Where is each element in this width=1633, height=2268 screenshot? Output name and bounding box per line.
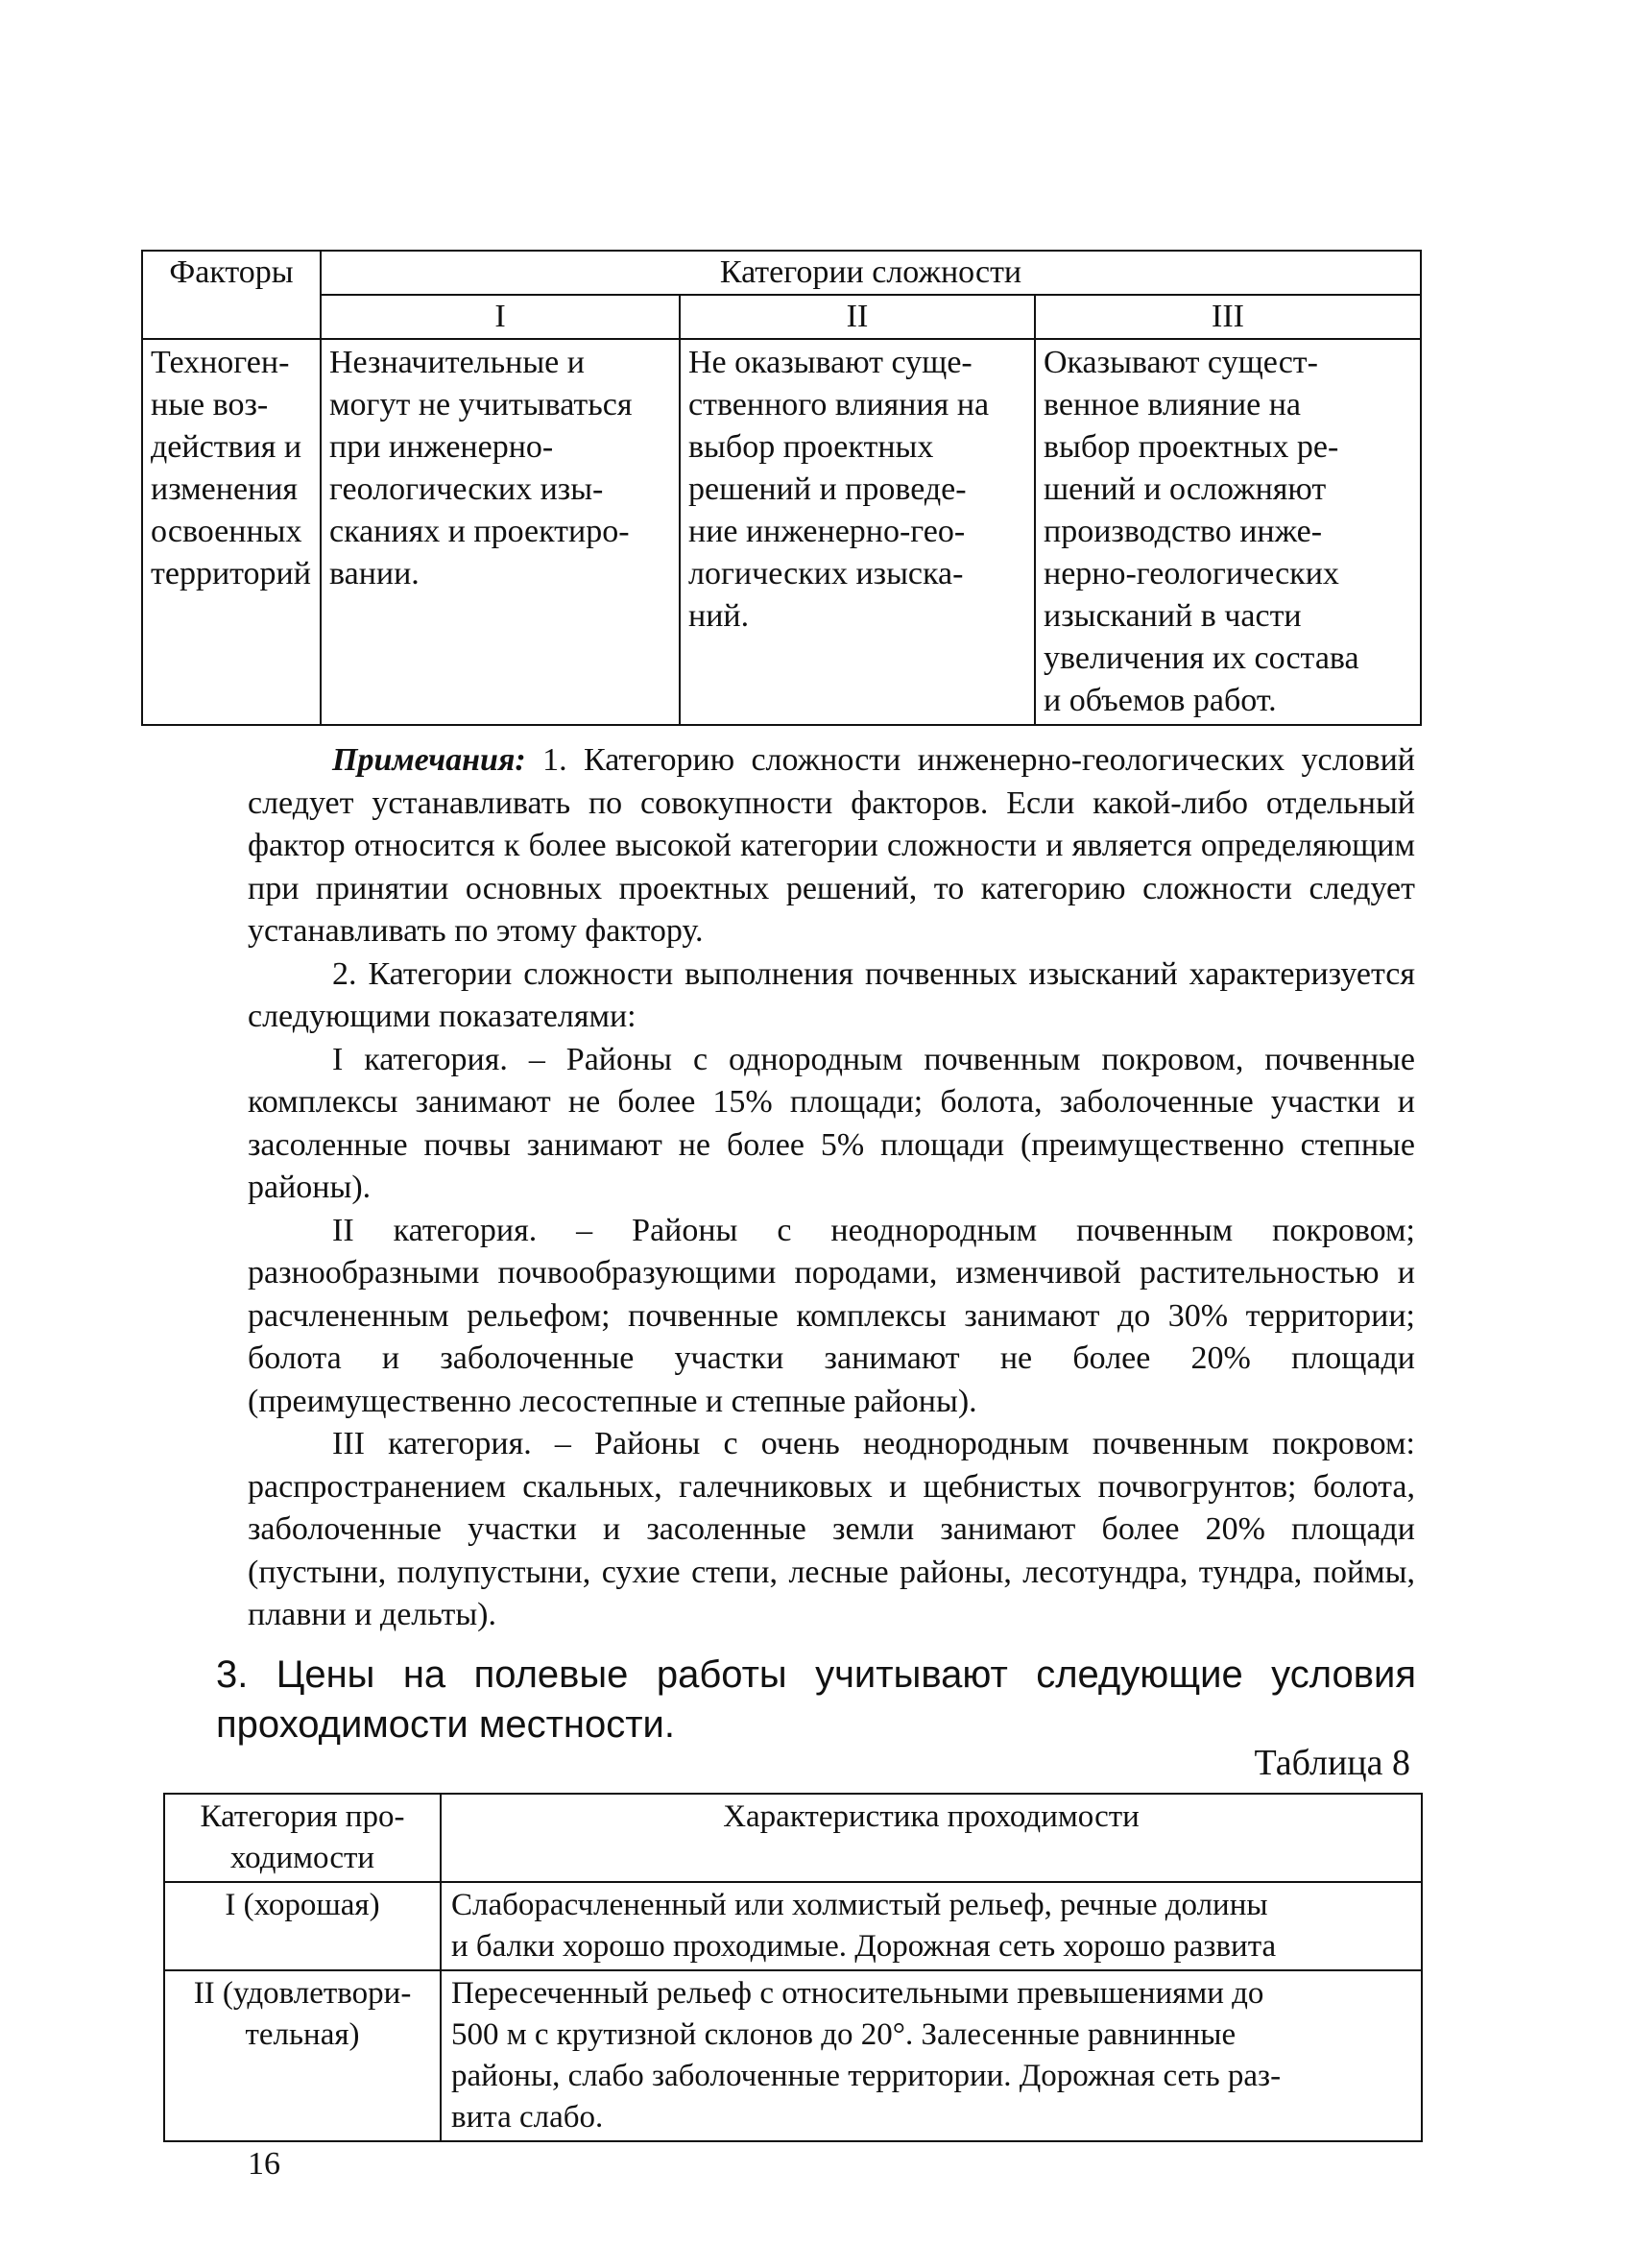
note-1-text: 1. Категорию сложности инженерно-геологических условий следует устанавливать по совокупности факторов. Если какой-либо отдельный фактор относится к более высокой категории сложности и является определяющим при принятии основных проектных решений, то категорию сложности следует устанавливать по этому фактору.	[248, 742, 1415, 949]
notes-label: Примечания:	[332, 742, 526, 778]
table-row	[142, 339, 1421, 725]
category-cell: I (хорошая)	[164, 1882, 441, 1970]
table-row	[164, 1882, 1422, 1970]
note-2: 2. Категории сложности выполнения почвенных изысканий характеризуется следующими показателями:	[248, 955, 1415, 1034]
section-3-paragraph: 3. Цены на полевые работы учитывают следующие условия проходимости местности.	[216, 1653, 1416, 1746]
note-cat-3: III категория. – Районы с очень неоднородным почвенным покровом: распространением скальных, галечниковых и щебнистых почвогрунтов; болота, заболоченные участки и засоленные земли занимают более 20% площади (пустыни, полупустыни, сухие степи, лесные районы, лесотундра, тундра, поймы, плавни и дельты).	[248, 1426, 1415, 1632]
complexity-table	[141, 250, 1422, 726]
header-category: Категория про- ходимости	[164, 1794, 441, 1882]
factor-cell: Техноген- ные воз- действия и изменения освоенных территорий	[142, 339, 321, 725]
note-1	[248, 739, 1415, 953]
note-cat-1: I категория. – Районы с однородным почвенным покровом, почвенные комплексы занимают не более 15% площади; болота, заболоченные участки и засоленные почвы занимают не более 5% площади (преимущественно степные районы).	[248, 1041, 1415, 1205]
characteristic-cell: Пересеченный рельеф с относительными превышениями до 500 м с крутизной склонов до 20°. Залесенные равнинные районы, слабо заболоченные территории. Дорожная сеть раз- вита слабо.	[441, 1970, 1422, 2141]
table-caption: Таблица 8	[1254, 1743, 1410, 1783]
header-cat-ii: II	[680, 295, 1035, 339]
cat-i-cell: Незначительные и могут не учитываться при инженерно- геологических изы- сканиях и проектиро- вании.	[321, 339, 680, 725]
page-number: 16	[248, 2146, 280, 2182]
table-row	[164, 1970, 1422, 2141]
header-factors: Факторы	[142, 251, 321, 339]
cat-iii-cell: Оказывают сущест- венное влияние на выбор проектных ре- шений и осложняют производство инже- нерно-геологических изысканий в части увеличения их состава и объемов работ.	[1035, 339, 1421, 725]
passability-table	[163, 1793, 1423, 2142]
note-cat-2: II категория. – Районы с неоднородным почвенным покровом; разнообразными почвообразующими породами, изменчивой растительностью и расчлененным рельефом; почвенные комплексы занимают до 30% территории; болота и заболоченные участки занимают не более 20% площади (преимущественно лесостепные и степные районы).	[248, 1212, 1415, 1419]
characteristic-cell: Слаборасчлененный или холмистый рельеф, речные долины и балки хорошо проходимые. Дорожная сеть хорошо развита	[441, 1882, 1422, 1970]
header-categories: Категории сложности	[321, 251, 1421, 295]
header-cat-i: I	[321, 295, 680, 339]
header-characteristic: Характеристика проходимости	[441, 1794, 1422, 1882]
cat-ii-cell: Не оказывают суще- ственного влияния на выбор проектных решений и проведе- ние инженерно-гео- логических изыска- ний.	[680, 339, 1035, 725]
category-cell: II (удовлетвори- тельная)	[164, 1970, 441, 2141]
notes-block	[248, 739, 1415, 1637]
header-cat-iii: III	[1035, 295, 1421, 339]
